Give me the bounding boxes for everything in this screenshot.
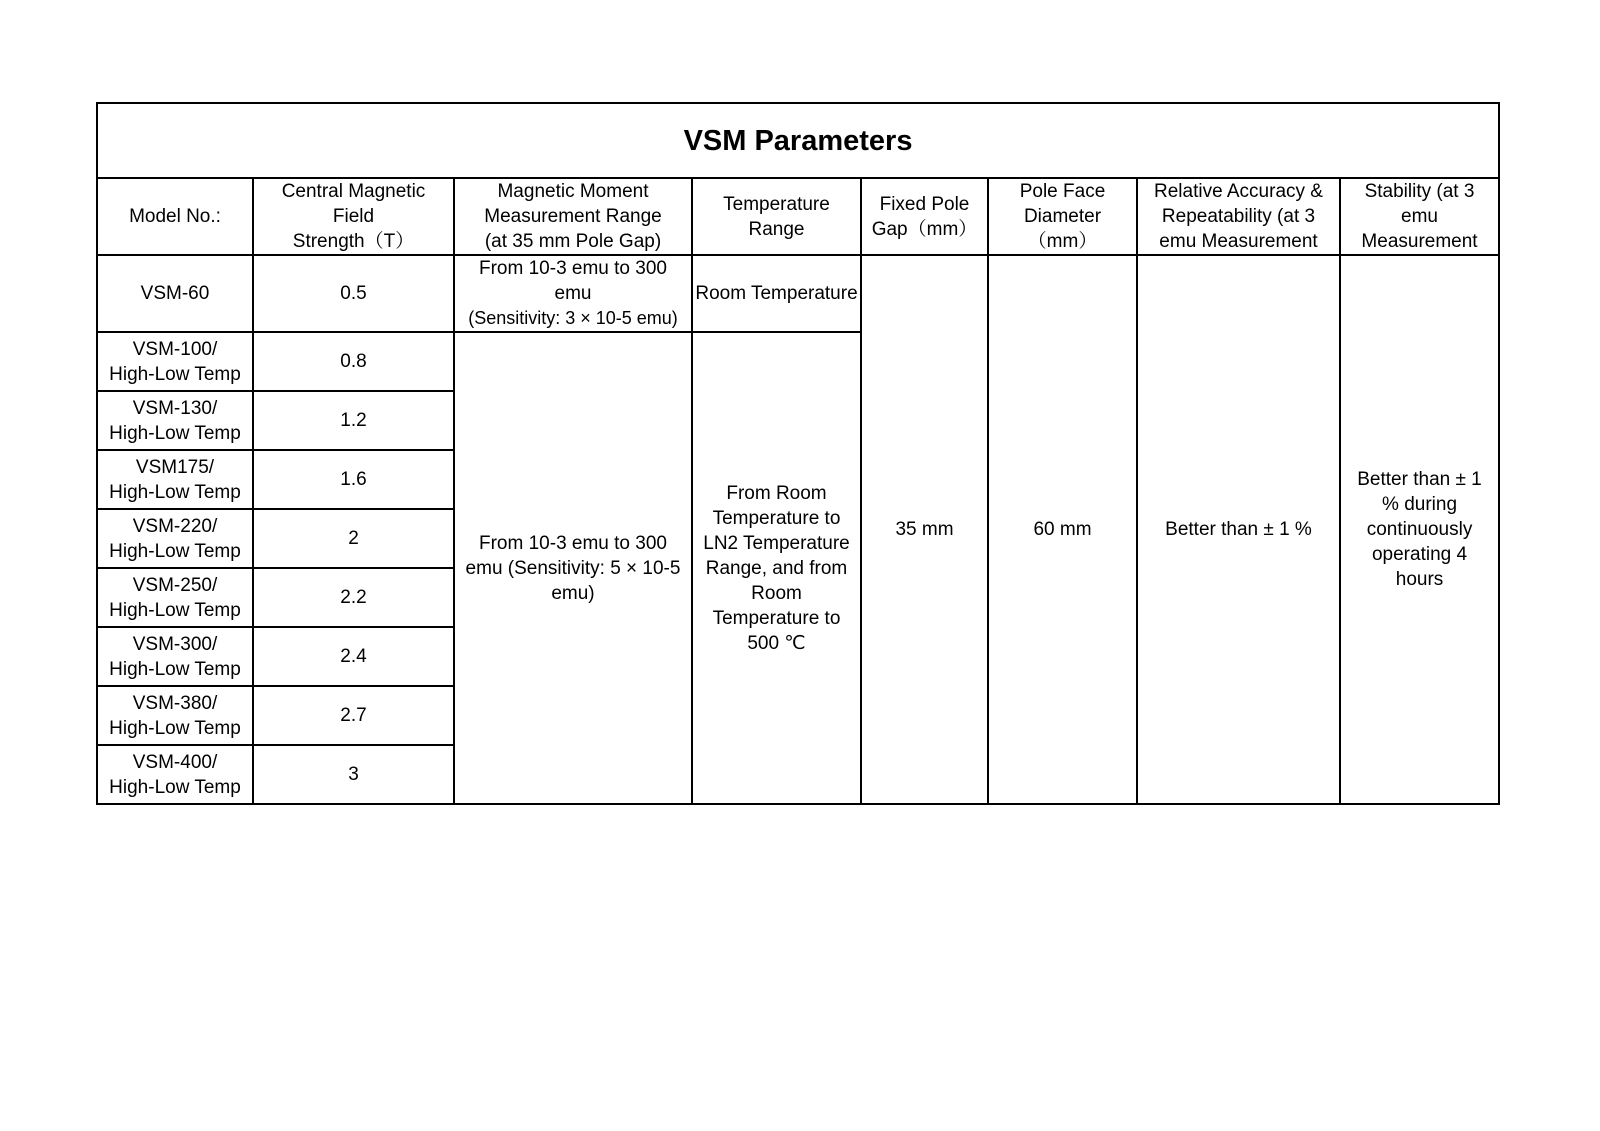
vsm-parameters-table <box>96 102 1500 805</box>
model-cell: VSM175/ High-Low Temp <box>97 450 253 509</box>
header-model: Model No.: <box>97 178 253 255</box>
table-row <box>97 255 1499 332</box>
pole-gap-value: 35 mm <box>861 255 988 804</box>
moment-range-vsm60: From 10-3 emu to 300 emu (Sensitivity: 3 × 10-5 emu) <box>454 255 692 332</box>
temperature-range-others: From Room Temperature to LN2 Temperature Range, and from Room Temperature to 500 ℃ <box>692 332 861 804</box>
header-field-strength: Central Magnetic Field Strength（T） <box>253 178 454 255</box>
header-moment-range: Magnetic Moment Measurement Range (at 35 mm Pole Gap) <box>454 178 692 255</box>
field-cell: 0.8 <box>253 332 454 391</box>
field-cell: 2 <box>253 509 454 568</box>
header-row <box>97 178 1499 255</box>
model-cell: VSM-100/ High-Low Temp <box>97 332 253 391</box>
model-cell: VSM-220/ High-Low Temp <box>97 509 253 568</box>
model-cell: VSM-250/ High-Low Temp <box>97 568 253 627</box>
model-cell: VSM-380/ High-Low Temp <box>97 686 253 745</box>
model-cell: VSM-300/ High-Low Temp <box>97 627 253 686</box>
header-stability: Stability (at 3 emu Measurement <box>1340 178 1499 255</box>
model-cell: VSM-400/ High-Low Temp <box>97 745 253 804</box>
header-pole-gap: Fixed Pole Gap（mm） <box>861 178 988 255</box>
stability-value: Better than ± 1 % during continuously operating 4 hours <box>1340 255 1499 804</box>
pole-diameter-value: 60 mm <box>988 255 1137 804</box>
field-cell: 0.5 <box>253 255 454 332</box>
field-cell: 3 <box>253 745 454 804</box>
field-cell: 2.2 <box>253 568 454 627</box>
table-title: VSM Parameters <box>97 103 1499 178</box>
temperature-range-vsm60: Room Temperature <box>692 255 861 332</box>
moment-range-others: From 10-3 emu to 300 emu (Sensitivity: 5 × 10-5 emu) <box>454 332 692 804</box>
header-accuracy: Relative Accuracy & Repeatability (at 3 emu Measurement <box>1137 178 1340 255</box>
accuracy-value: Better than ± 1 % <box>1137 255 1340 804</box>
header-temperature-range: Temperature Range <box>692 178 861 255</box>
model-cell: VSM-130/ High-Low Temp <box>97 391 253 450</box>
field-cell: 2.4 <box>253 627 454 686</box>
field-cell: 1.2 <box>253 391 454 450</box>
model-cell: VSM-60 <box>97 255 253 332</box>
header-pole-diameter: Pole Face Diameter （mm） <box>988 178 1137 255</box>
field-cell: 2.7 <box>253 686 454 745</box>
field-cell: 1.6 <box>253 450 454 509</box>
